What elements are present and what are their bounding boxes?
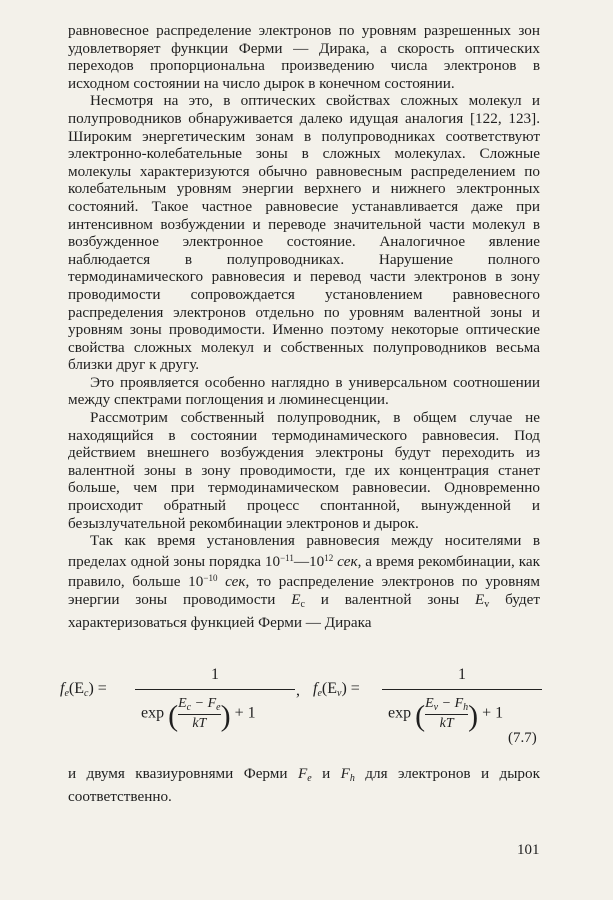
fraction-bar xyxy=(382,689,542,690)
paragraph-2: Несмотря на это, в оптических свойствах сложных молекул и полупроводников обнаруживается далеко идущая аналогия [122, 123]. Широким энергетическим зонам в полупроводниках соответствуют электронно-колебательные зоны в сложных молекулах. Сложные молекулы характеризуются обычно равновесным распределением по колебательным уровням энергии верхнего и нижнего электронных состояний. Такое частное равновесие устанавливается даже при интенсивном возбуждении и переводе значительной части молекул в возбужденное электронное состояние. Аналогичное явление наблюдается в полупроводниках. Нарушение полного термодинамического равновесия и перевод части электронов в зону проводимости сопровождается установлением равновесного распределения электронов отдельно по уровням валентной зоны и уровням зоны проводимости. Именно поэтому некоторые оптические свойства сложных молекул и собственных полупроводников весьма близки друг к другу. xyxy=(68,92,540,374)
paragraph-1: равновесное распределение электронов по уровням разрешенных зон удовлетворяет функции Ферми — Дирака, а скорость оптических переходов пропорциональна произведению числа электронов в исходном состоянии на число дырок в конечном состоянии. xyxy=(68,22,540,92)
formula-lhs-1: $f_e(E_c)$ = xyxy=(60,680,107,699)
page-number: 101 xyxy=(517,842,540,858)
inner-fraction-2: $\frac{E_v - F_h}{kT}$ xyxy=(425,696,469,731)
fraction-denominator-2: exp ( $\frac{E_v - F_h}{kT}$ ) + 1 xyxy=(388,696,504,733)
closing-sentence: и двумя квазиуровнями Ферми $F_e$ и $F_h$ для электронов и дырок соответственно. xyxy=(68,765,540,805)
formula-comma: , xyxy=(296,682,300,699)
body-text xyxy=(68,22,540,631)
formula-7-7 xyxy=(60,660,550,750)
paragraph-5: Так как время установления равновесия между носителями в пределах одной зоны порядка $10^{-11}—10^{12}$ сек, а время рекомбинации, как правило, больше $10^{-10}$ сек, то распределение электронов по уровням энергии зоны проводимости $E_c$ и валентной зоны $E_v$ будет характеризоваться функцией Ферми — Дирака xyxy=(68,532,541,631)
paren-close: ) xyxy=(220,699,231,733)
paren-close: ) xyxy=(468,699,479,733)
paragraph-4: Рассмотрим собственный полупроводник, в общем случае не находящийся в состоянии термодинамического равновесия. Под действием внешнего возбуждения электроны будут переходить из валентной зоны в зону проводимости, где их концентрация станет больше, чем при термодинамическом равновесии. Одновременно происходит обратный процесс спонтанной, вынужденной и безызлучательной рекомбинации электронов и дырок. xyxy=(68,409,540,532)
fraction-bar xyxy=(135,689,295,690)
formula-fraction-2: 1 exp ( $\frac{E_v - F_h}{kT}$ ) + 1 xyxy=(382,666,542,746)
fraction-denominator-1: exp ( $\frac{E_c - F_e}{kT}$ ) + 1 xyxy=(141,696,256,733)
paren-open: ( xyxy=(415,699,426,733)
equation-number: (7.7) xyxy=(508,730,537,746)
inner-fraction-1: $\frac{E_c - F_e}{kT}$ xyxy=(178,696,221,731)
paren-open: ( xyxy=(168,699,179,733)
formula-lhs-2: $f_e(E_v)$ = xyxy=(313,680,360,699)
paragraph-3: Это проявляется особенно наглядно в универсальном соотношении между спектрами поглощения и люминесценции. xyxy=(68,373,540,409)
formula-fraction-1: 1 exp ( $\frac{E_c - F_e}{kT}$ ) + 1 xyxy=(135,666,295,746)
